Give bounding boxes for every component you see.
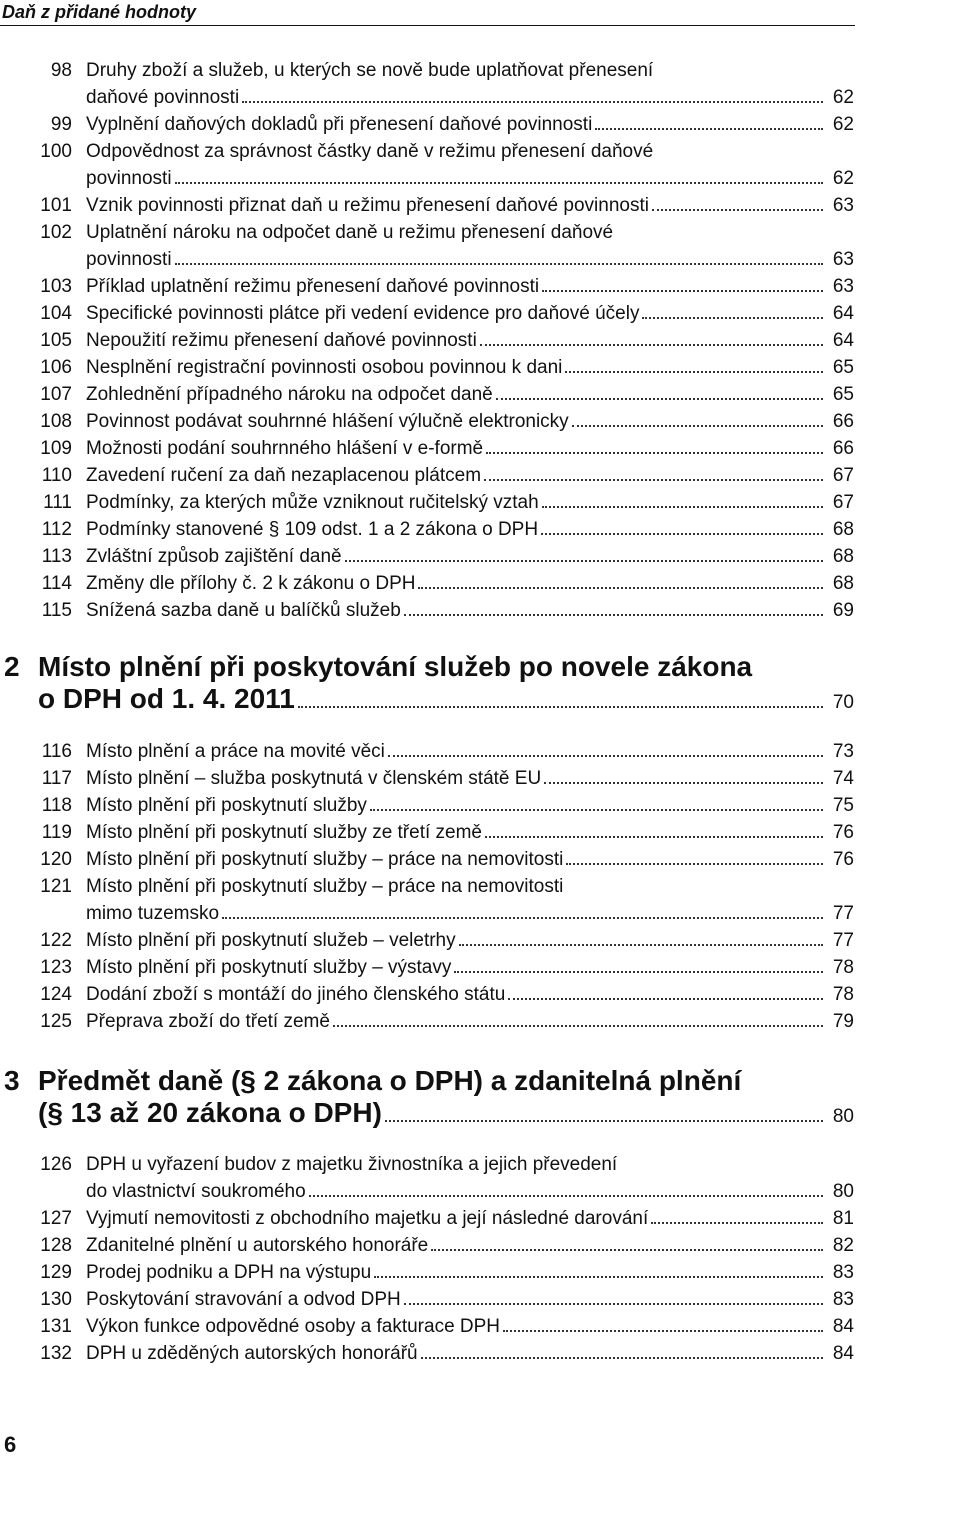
chapter-title-line: (§ 13 až 20 zákona o DPH) bbox=[38, 1097, 382, 1128]
dot-leader bbox=[431, 1249, 823, 1251]
page-reference: 79 bbox=[832, 1011, 854, 1032]
page-reference: 67 bbox=[832, 465, 854, 486]
entry-title-line: Místo plnění při poskytnutí služby ze třetí země bbox=[86, 822, 483, 843]
dot-leader bbox=[652, 209, 823, 211]
entry-number: 132 bbox=[40, 1343, 72, 1364]
entry-title-line: Výkon funkce odpovědné osoby a fakturace DPH bbox=[86, 1316, 501, 1337]
entry-title-line: Příklad uplatnění režimu přenesení daňové povinnosti bbox=[86, 276, 540, 297]
entry-title-line: DPH u vyřazení budov z majetku živnostníka a jejich převedení bbox=[86, 1154, 618, 1175]
page-reference: 63 bbox=[832, 195, 854, 216]
entry-title-line: Podmínky, za kterých může vzniknout ručitelský vztah bbox=[86, 492, 539, 513]
page-reference: 82 bbox=[832, 1235, 854, 1256]
entry-number: 124 bbox=[40, 984, 72, 1005]
entry-title-line: Místo plnění při poskytnutí služeb – veletrhy bbox=[86, 930, 456, 951]
page-reference: 78 bbox=[832, 957, 854, 978]
entry-number: 98 bbox=[50, 60, 72, 81]
page-reference: 77 bbox=[832, 903, 854, 924]
dot-leader bbox=[642, 317, 823, 319]
entry-title-line: Nesplnění registrační povinnosti osobou povinnou k dani bbox=[86, 357, 563, 378]
dot-leader bbox=[333, 1025, 823, 1027]
page-reference: 75 bbox=[832, 795, 854, 816]
entry-number: 112 bbox=[41, 519, 72, 540]
entry-title-line: do vlastnictví soukromého bbox=[86, 1181, 306, 1202]
entry-title-line: Prodej podniku a DPH na výstupu bbox=[86, 1262, 372, 1283]
entry-number: 101 bbox=[40, 195, 72, 216]
chapter-title-line: Místo plnění při poskytování služeb po novele zákona bbox=[38, 651, 753, 682]
dot-leader bbox=[222, 917, 823, 919]
page-reference: 68 bbox=[832, 519, 854, 540]
page-reference: 67 bbox=[832, 492, 854, 513]
dot-leader bbox=[175, 263, 823, 265]
entry-title-line: Místo plnění při poskytnutí služby bbox=[86, 795, 367, 816]
entry-title-line: Možnosti podání souhrnného hlášení v e-formě bbox=[86, 438, 484, 459]
chapter-number: 2 bbox=[4, 651, 20, 682]
entry-number: 119 bbox=[41, 822, 72, 843]
entry-number: 102 bbox=[40, 222, 72, 243]
dot-leader bbox=[480, 344, 823, 346]
page-reference: 78 bbox=[832, 984, 854, 1005]
page-reference: 62 bbox=[832, 114, 854, 135]
page-reference: 62 bbox=[832, 87, 854, 108]
entry-title-line: Místo plnění a práce na movité věci bbox=[86, 741, 385, 762]
dot-leader bbox=[651, 1222, 823, 1224]
page-reference: 83 bbox=[832, 1289, 854, 1310]
page-reference: 63 bbox=[832, 276, 854, 297]
page-reference: 62 bbox=[832, 168, 854, 189]
entry-number: 111 bbox=[43, 492, 72, 513]
entry-title-line: Místo plnění při poskytnutí služby – práce na nemovitosti bbox=[86, 849, 564, 870]
entry-number: 117 bbox=[41, 768, 72, 789]
page-reference: 74 bbox=[832, 768, 854, 789]
entry-title-line: Odpovědnost za správnost částky daně v režimu přenesení daňové bbox=[86, 141, 654, 162]
header-title: Daň z přidané hodnoty bbox=[2, 2, 197, 22]
entry-title-line: Poskytování stravování a odvod DPH bbox=[86, 1289, 401, 1310]
entry-number: 109 bbox=[40, 438, 72, 459]
entry-number: 107 bbox=[40, 384, 72, 405]
dot-leader bbox=[345, 560, 823, 562]
entry-number: 123 bbox=[40, 957, 72, 978]
entry-number: 115 bbox=[41, 600, 72, 621]
page-reference: 80 bbox=[832, 1106, 854, 1127]
entry-number: 125 bbox=[40, 1011, 72, 1032]
dot-leader bbox=[503, 1330, 823, 1332]
dot-leader bbox=[242, 101, 823, 103]
dot-leader bbox=[388, 755, 823, 757]
entry-number: 99 bbox=[50, 114, 72, 135]
entry-title-line: Uplatnění nároku na odpočet daně u režimu přenesení daňové bbox=[86, 222, 614, 243]
dot-leader bbox=[544, 782, 823, 784]
dot-leader bbox=[542, 290, 823, 292]
entry-title-line: Zavedení ručení za daň nezaplacenou plátcem bbox=[86, 465, 482, 486]
entry-title-line: Změny dle přílohy č. 2 k zákonu o DPH bbox=[86, 573, 416, 594]
page-reference: 64 bbox=[832, 330, 854, 351]
page-reference: 84 bbox=[832, 1316, 854, 1337]
entry-title-line: Snížená sazba daně u balíčků služeb bbox=[86, 600, 401, 621]
entry-title-line: povinnosti bbox=[86, 168, 172, 189]
entry-number: 104 bbox=[40, 303, 72, 324]
page-reference: 68 bbox=[832, 573, 854, 594]
page-number: 6 bbox=[4, 1432, 17, 1457]
page-reference: 73 bbox=[832, 741, 854, 762]
entry-number: 128 bbox=[40, 1235, 72, 1256]
entry-title-line: Specifické povinnosti plátce při vedení evidence pro daňové účely bbox=[86, 303, 640, 324]
entry-number: 106 bbox=[40, 357, 72, 378]
dot-leader bbox=[566, 863, 823, 865]
page-reference: 65 bbox=[832, 384, 854, 405]
page-reference: 68 bbox=[832, 546, 854, 567]
entry-title-line: Vyplnění daňových dokladů při přenesení daňové povinnosti bbox=[86, 114, 593, 135]
dot-leader bbox=[404, 1303, 823, 1305]
entry-number: 116 bbox=[41, 741, 72, 762]
page-reference: 77 bbox=[832, 930, 854, 951]
entry-title-line: Povinnost podávat souhrnné hlášení výlučně elektronicky bbox=[86, 411, 569, 432]
dot-leader bbox=[298, 706, 823, 708]
dot-leader bbox=[175, 182, 823, 184]
dot-leader bbox=[374, 1276, 823, 1278]
entry-title-line: Zdanitelné plnění u autorského honoráře bbox=[86, 1235, 429, 1256]
page-reference: 65 bbox=[832, 357, 854, 378]
entry-title-line: Zohlednění případného nároku na odpočet daně bbox=[86, 384, 493, 405]
entry-title-line: Druhy zboží a služeb, u kterých se nově bude uplatňovat přenesení bbox=[86, 60, 654, 81]
entry-number: 122 bbox=[40, 930, 72, 951]
page-reference: 69 bbox=[832, 600, 854, 621]
entry-title-line: mimo tuzemsko bbox=[86, 903, 220, 924]
chapter-title-line: Předmět daně (§ 2 zákona o DPH) a zdanitelná plnění bbox=[38, 1065, 742, 1096]
entry-title-line: Dodání zboží s montáží do jiného členského státu bbox=[86, 984, 506, 1005]
entry-number: 100 bbox=[40, 141, 72, 162]
entry-title-line: Místo plnění při poskytnutí služby – práce na nemovitosti bbox=[86, 876, 564, 897]
entry-number: 127 bbox=[40, 1208, 72, 1229]
entry-title-line: Nepoužití režimu přenesení daňové povinnosti bbox=[86, 330, 477, 351]
entry-number: 129 bbox=[40, 1262, 72, 1283]
page-reference: 70 bbox=[832, 692, 854, 713]
dot-leader bbox=[541, 533, 823, 535]
page-reference: 80 bbox=[832, 1181, 854, 1202]
entry-number: 130 bbox=[40, 1289, 72, 1310]
entry-number: 131 bbox=[40, 1316, 72, 1337]
page-reference: 76 bbox=[832, 822, 854, 843]
entry-title-line: Místo plnění při poskytnutí služby – výstavy bbox=[86, 957, 452, 978]
dot-leader bbox=[459, 944, 823, 946]
page-reference: 64 bbox=[832, 303, 854, 324]
entry-number: 114 bbox=[41, 573, 72, 594]
dot-leader bbox=[572, 425, 823, 427]
entry-number: 113 bbox=[41, 546, 72, 567]
dot-leader bbox=[595, 128, 823, 130]
page-reference: 83 bbox=[832, 1262, 854, 1283]
entry-title-line: Přeprava zboží do třetí země bbox=[86, 1011, 330, 1032]
dot-leader bbox=[385, 1120, 823, 1122]
entry-title-line: Místo plnění – služba poskytnutá v členském státě EU bbox=[86, 768, 542, 789]
dot-leader bbox=[484, 479, 823, 481]
entry-title-line: daňové povinnosti bbox=[86, 87, 240, 108]
entry-number: 103 bbox=[40, 276, 72, 297]
page-reference: 66 bbox=[832, 411, 854, 432]
dot-leader bbox=[421, 1357, 823, 1359]
entry-number: 105 bbox=[40, 330, 72, 351]
dot-leader bbox=[404, 614, 823, 616]
entry-title-line: Zvláštní způsob zajištění daně bbox=[86, 546, 342, 567]
entry-number: 108 bbox=[40, 411, 72, 432]
dot-leader bbox=[309, 1195, 823, 1197]
page-reference: 81 bbox=[832, 1208, 854, 1229]
dot-leader bbox=[454, 971, 823, 973]
entry-number: 126 bbox=[40, 1154, 72, 1175]
chapter-number: 3 bbox=[4, 1065, 20, 1096]
entry-title-line: Podmínky stanovené § 109 odst. 1 a 2 zákona o DPH bbox=[86, 519, 539, 540]
entry-number: 121 bbox=[40, 876, 72, 897]
dot-leader bbox=[508, 998, 823, 1000]
entry-title-line: Vyjmutí nemovitosti z obchodního majetku a její následné darování bbox=[86, 1208, 649, 1229]
entry-title-line: povinnosti bbox=[86, 249, 172, 270]
dot-leader bbox=[542, 506, 823, 508]
page-reference: 84 bbox=[832, 1343, 854, 1364]
dot-leader bbox=[485, 836, 823, 838]
dot-leader bbox=[486, 452, 823, 454]
entry-title-line: DPH u zděděných autorských honorářů bbox=[86, 1343, 418, 1364]
entry-number: 110 bbox=[41, 465, 72, 486]
page-reference: 66 bbox=[832, 438, 854, 459]
entry-title-line: Vznik povinnosti přiznat daň u režimu přenesení daňové povinnosti bbox=[86, 195, 649, 216]
dot-leader bbox=[565, 371, 823, 373]
dot-leader bbox=[496, 398, 823, 400]
entry-number: 118 bbox=[41, 795, 72, 816]
dot-leader bbox=[418, 587, 823, 589]
page-reference: 76 bbox=[832, 849, 854, 870]
page-reference: 63 bbox=[832, 249, 854, 270]
dot-leader bbox=[370, 809, 823, 811]
entry-number: 120 bbox=[40, 849, 72, 870]
chapter-title-line: o DPH od 1. 4. 2011 bbox=[38, 683, 295, 714]
